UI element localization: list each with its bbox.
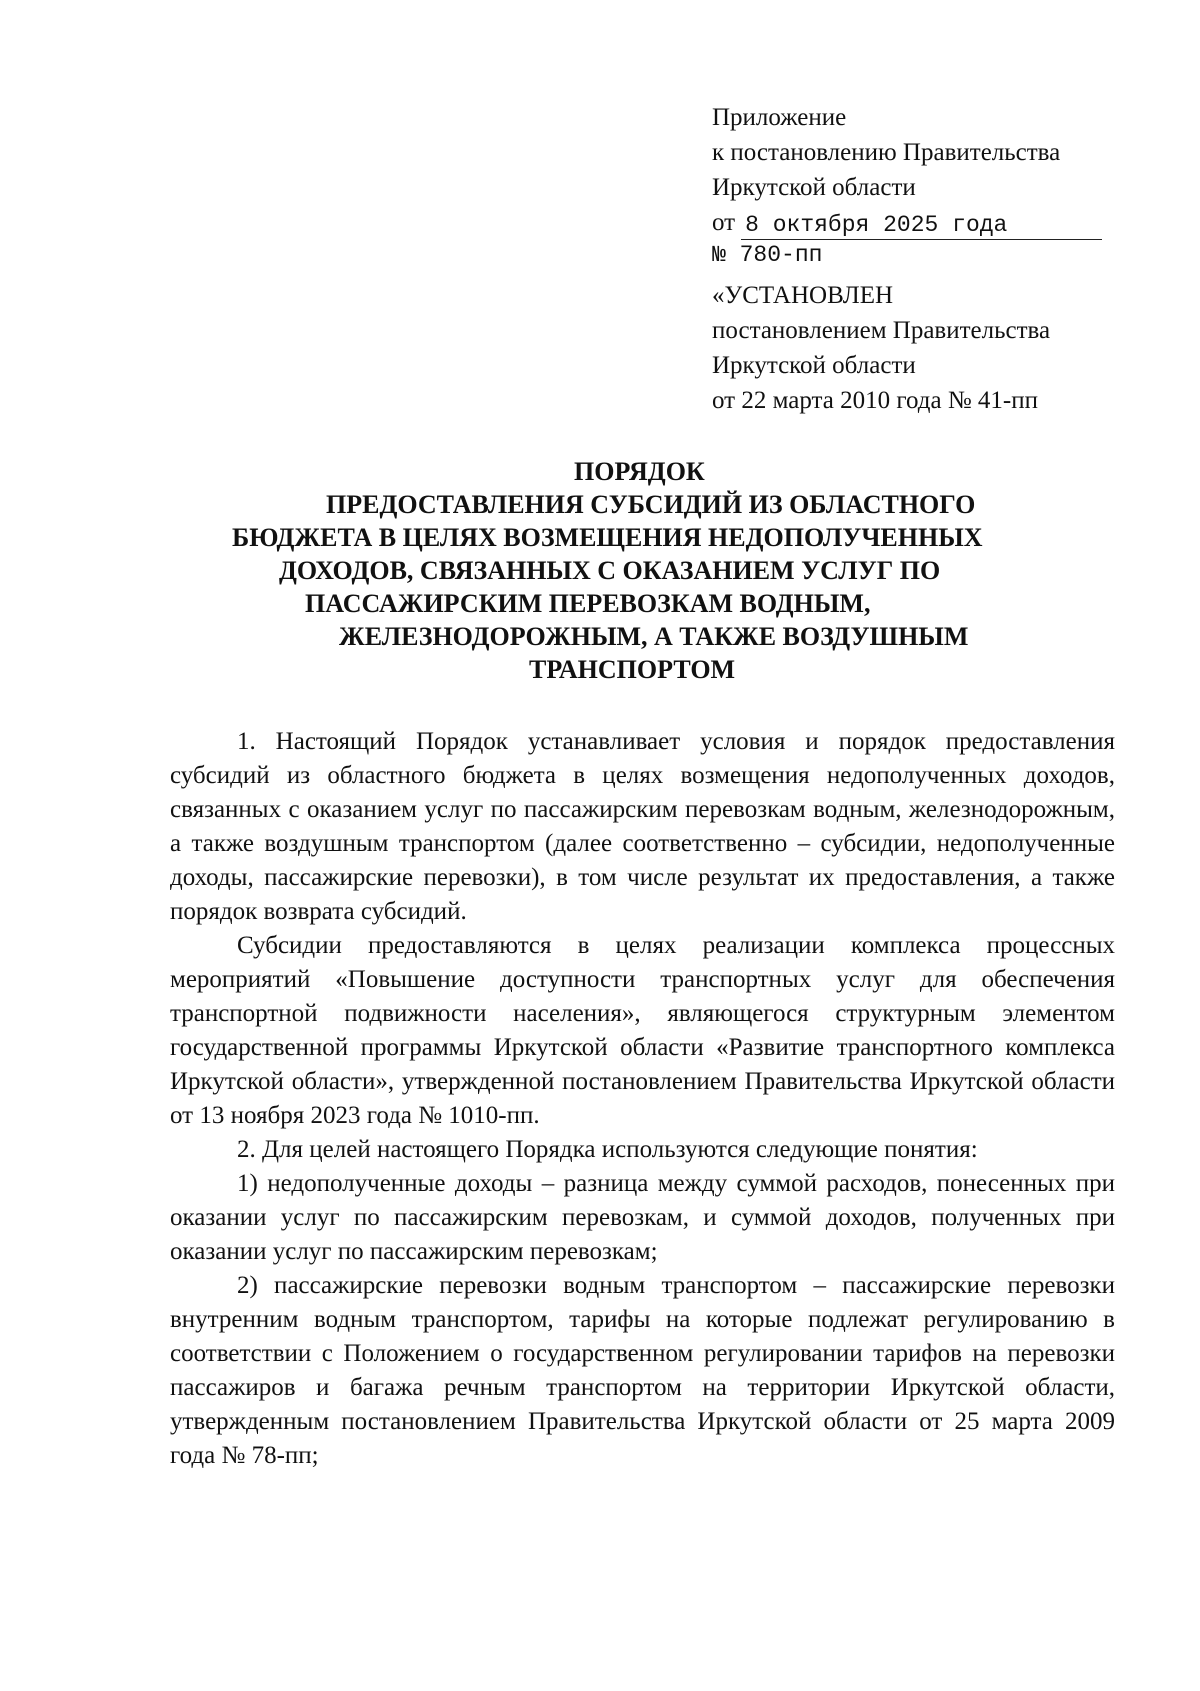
paragraph-2: Субсидии предоставляются в целях реализации комплекса процессных мероприятий «Повышение доступности транспортных услуг для обеспечения транспортной подвижности населения», являющегося структурным элементом государственной программы Иркутской области «Развитие транспортного комплекса Иркутской области», утвержденной постановлением Правительства Иркутской области от 13 ноября 2023 года № 1010-пп. (170, 932, 1115, 1129)
title-line-6: ЖЕЛЕЗНОДОРОЖНЫМ, А ТАКЖЕ ВОЗДУШНЫМ (339, 622, 969, 651)
appendix-resolution-ref: к постановлению Правительства (712, 139, 1061, 166)
paragraph-3: 2. Для целей настоящего Порядка используются следующие понятия: (237, 1136, 978, 1163)
date-prefix: от (712, 209, 736, 236)
document-body (170, 725, 1115, 1473)
title-line-7: ТРАНСПОРТОМ (529, 655, 736, 684)
paragraph-4: 1) недополученные доходы – разница между суммой расходов, понесенных при оказании услуг по пассажирским перевозкам, и суммой доходов, полученных при оказании услуг по пассажирским перевозкам; (170, 1170, 1115, 1265)
title-line-5: ПАССАЖИРСКИМ ПЕРЕВОЗКАМ ВОДНЫМ, (305, 589, 871, 618)
title-line-2: ПРЕДОСТАВЛЕНИЯ СУБСИДИЙ ИЗ ОБЛАСТНОГО (326, 490, 976, 519)
established-region: Иркутской области (712, 352, 916, 379)
title-line-4: ДОХОДОВ, СВЯЗАННЫХ С ОКАЗАНИЕМ УСЛУГ ПО (279, 556, 941, 585)
paragraph-1: 1. Настоящий Порядок устанавливает условия и порядок предоставления субсидий из областного бюджета в целях возмещения недополученных доходов, связанных с оказанием услуг по пассажирским перевозкам водным, железнодорожным, а также воздушным транспортом (далее соответственно – субсидии, недополученные доходы, пассажирские перевозки), в том числе результат их предоставления, а также порядок возврата субсидий. (170, 728, 1115, 925)
appendix-label: Приложение (712, 104, 847, 131)
appendix-header (712, 100, 1132, 418)
resolution-number: № 780-пп (712, 242, 823, 268)
appendix-region: Иркутской области (712, 174, 916, 201)
established-date-number: от 22 марта 2010 года № 41-пп (712, 387, 1039, 414)
resolution-date-line (712, 205, 1102, 240)
resolution-date-field: 8 октября 2025 года (741, 211, 1102, 240)
paragraph-5: 2) пассажирские перевозки водным транспортом – пассажирские перевозки внутренним водным транспортом, тарифы на которые подлежат регулированию в соответствии с Положением о государственном регулировании тарифов на перевозки пассажиров и багажа речным транспортом на территории Иркутской области, утвержденным постановлением Правительства Иркутской области от 25 марта 2009 года № 78-пп; (170, 1272, 1115, 1469)
title-line-3: БЮДЖЕТА В ЦЕЛЯХ ВОЗМЕЩЕНИЯ НЕДОПОЛУЧЕННЫХ (232, 523, 983, 552)
established-resolution-ref: постановлением Правительства (712, 317, 1051, 344)
title-line-1: ПОРЯДОК (574, 457, 705, 486)
established-label: «УСТАНОВЛЕН (712, 282, 894, 309)
